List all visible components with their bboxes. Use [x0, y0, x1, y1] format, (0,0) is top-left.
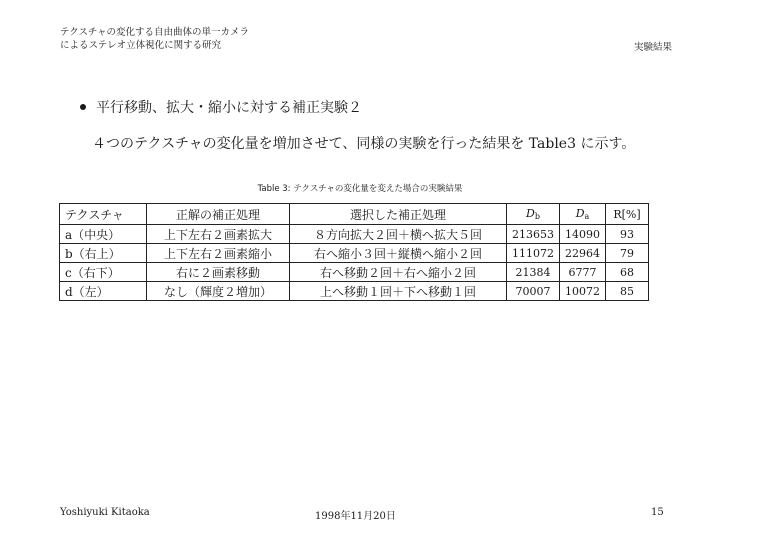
- cell-db: 70007: [507, 282, 560, 301]
- cell-selected-process: 右へ縮小３回＋縦横へ縮小２回: [290, 244, 507, 263]
- cell-selected-process: ８方向拡大２回＋横へ拡大５回: [290, 225, 507, 244]
- cell-texture: c（右下）: [60, 263, 147, 282]
- header-db-sub: b: [534, 212, 540, 221]
- cell-selected-process: 上へ移動１回＋下へ移動１回: [290, 282, 507, 301]
- cell-r: 68: [606, 263, 649, 282]
- cell-r: 93: [606, 225, 649, 244]
- table-row: [60, 282, 649, 301]
- description-text: ４つのテクスチャの変化量を増加させて、同様の実験を行った結果を Table3 に示す。: [92, 136, 636, 152]
- footer-page-number: 15: [651, 507, 664, 518]
- header-title-line-1: テクスチャの変化する自由曲体の単一カメラ: [60, 27, 250, 38]
- cell-da: 6777: [560, 263, 606, 282]
- bullet-heading-text: 平行移動、拡大・縮小に対する補正実験２: [96, 100, 362, 116]
- cell-texture: b（右上）: [60, 244, 147, 263]
- bullet-heading: [80, 97, 362, 117]
- cell-correct-process: 上下左右２画素縮小: [147, 244, 290, 263]
- cell-selected-process: 右へ移動２回＋右へ縮小２回: [290, 263, 507, 282]
- cell-correct-process: 上下左右２画素拡大: [147, 225, 290, 244]
- header-texture: テクスチャ: [60, 204, 147, 225]
- footer-author: Yoshiyuki Kitaoka: [60, 507, 150, 518]
- header-db: [507, 204, 560, 225]
- header-r: R[%]: [606, 204, 649, 225]
- cell-texture: a（中央）: [60, 225, 147, 244]
- header-selected-process: 選択した補正処理: [290, 204, 507, 225]
- cell-da: 14090: [560, 225, 606, 244]
- table-caption: Table 3: テクスチャの変化量を変えた場合の実験結果: [257, 184, 463, 194]
- table-row: [60, 244, 649, 263]
- cell-da: 10072: [560, 282, 606, 301]
- header-correct-process: 正解の補正処理: [147, 204, 290, 225]
- table-row: [60, 225, 649, 244]
- cell-da: 22964: [560, 244, 606, 263]
- footer-date: 1998年11月20日: [315, 511, 396, 522]
- header-da: [560, 204, 606, 225]
- cell-db: 21384: [507, 263, 560, 282]
- cell-texture: d（左）: [60, 282, 147, 301]
- header-section: 実験結果: [633, 42, 672, 53]
- header-title-line-2: によるステレオ立体視化に関する研究: [60, 40, 222, 51]
- running-header-title: [60, 26, 249, 52]
- cell-db: 111072: [507, 244, 560, 263]
- cell-r: 79: [606, 244, 649, 263]
- results-table: [59, 203, 649, 301]
- cell-db: 213653: [507, 225, 560, 244]
- cell-r: 85: [606, 282, 649, 301]
- cell-correct-process: 右に２画素移動: [147, 263, 290, 282]
- cell-correct-process: なし（輝度２増加）: [147, 282, 290, 301]
- table-row: [60, 263, 649, 282]
- header-da-main: D: [575, 207, 585, 220]
- table-header-row: [60, 204, 649, 225]
- bullet-icon: [80, 104, 86, 110]
- header-da-sub: a: [584, 212, 590, 221]
- header-db-main: D: [526, 207, 535, 220]
